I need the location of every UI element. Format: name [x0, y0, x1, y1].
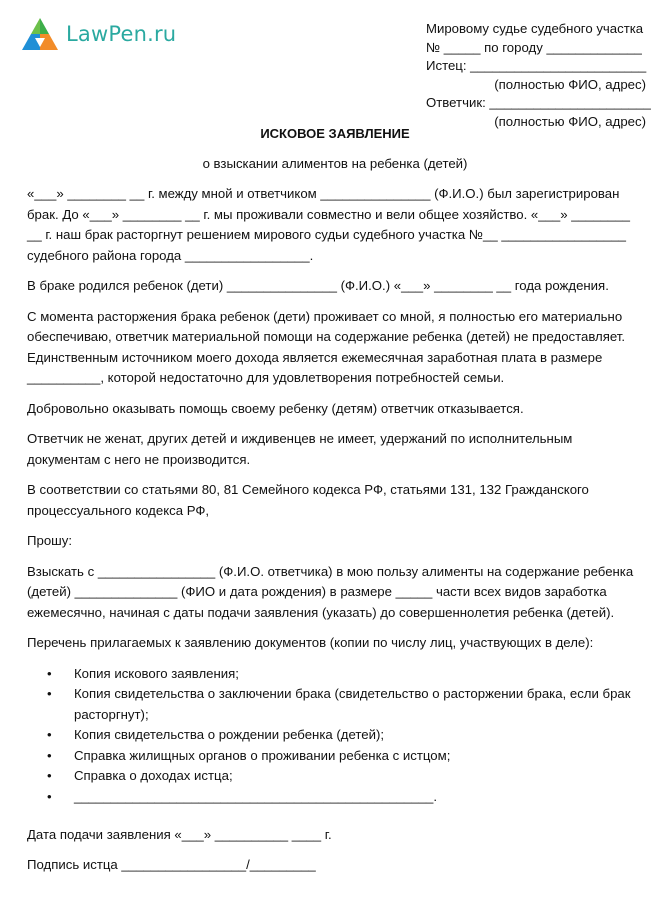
list-item: • _________________________________________________.	[27, 787, 639, 808]
bullet: •	[47, 768, 52, 783]
paragraph-request: Взыскать с ________________ (Ф.И.О. ответчика) в мою пользу алименты на содержание ребенка (детей) ______________ (ФИО и дата рождения) в размере _____ части всех видов заработка ежемесячно, начиная с даты подачи заявления (указать) до совершеннолетия ребенка (детей).	[27, 563, 637, 620]
paragraph-refusal: Добровольно оказывать помощь своему ребенку (детям) ответчик отказывается.	[27, 400, 524, 416]
paragraph-support: С момента расторжения брака ребенок (дети) проживает со мной, я полностью его материально обеспечиваю, ответчик материальной помощи на содержание ребенка (детей) не предоставляет. Единственным источником моего дохода является ежемесячная заработная плата в размере __________, которой недостаточно для удовлетворения потребностей семьи.	[27, 308, 629, 385]
bullet: •	[47, 727, 52, 742]
plaintiff-line: Истец: ________________________	[426, 58, 647, 73]
paragraph-marriage: «___» ________ __ г. между мной и ответчиком _______________ (Ф.И.О.) был зарегистрирован брак. До «___» ________ __ г. мы проживали совместно и вели общее хозяйство. «___» ________ __ г. наш брак расторгнут решением мирового судьи судебного участка №__ _________________ судебного района города _________________.	[27, 186, 634, 263]
defendant-line: Ответчик: ______________________	[426, 95, 651, 110]
filing-date-line: Дата подачи заявления «___» __________ ____ г.	[27, 827, 332, 842]
paragraph-request-label: Прошу:	[27, 533, 72, 548]
court-line: Мировому судье судебного участка	[426, 21, 644, 36]
court-number-line: № _____ по городу _____________	[426, 39, 642, 55]
lawpen-logo	[20, 16, 176, 52]
list-item: • Справка жилищных органов о проживании ребенка с истцом;	[27, 746, 639, 767]
list-item: • Копия искового заявления;	[27, 664, 639, 685]
bullet: •	[47, 788, 52, 804]
bullet: •	[47, 747, 52, 763]
attachments-list	[27, 664, 639, 808]
triangle-logo-icon	[20, 16, 60, 52]
paragraph-legal-basis: В соответствии со статьями 80, 81 Семейного кодекса РФ, статьями 131, 132 Гражданского процессуального кодекса РФ,	[27, 482, 593, 518]
document-body	[27, 184, 639, 807]
bullet: •	[47, 686, 52, 701]
logo-text: LawPen.ru	[66, 22, 177, 46]
list-item: • Копия свидетельства о заключении брака (свидетельство о расторжении брака, если брак расторгнут);	[47, 686, 635, 722]
paragraph-attachments-intro: Перечень прилагаемых к заявлению документов (копии по числу лиц, участвующих в деле):	[27, 635, 594, 650]
list-item: • Копия свидетельства о рождении ребенка (детей);	[27, 725, 639, 746]
document-subtitle: о взыскании алиментов на ребенка (детей)	[202, 156, 468, 171]
paragraph-child: В браке родился ребенок (дети) _______________ (Ф.И.О.) «___» ________ __ года рождения.	[27, 278, 609, 293]
bullet: •	[47, 665, 52, 681]
paragraph-defendant-status: Ответчик не женат, других детей и иждивенцев не имеет, удержаний по исполнительным документам с него не производится.	[27, 431, 577, 467]
plaintiff-hint: (полностью ФИО, адрес)	[494, 76, 646, 92]
addressee-block	[426, 20, 656, 131]
document-title: ИСКОВОЕ ЗАЯВЛЕНИЕ	[260, 126, 410, 141]
defendant-hint: (полностью ФИО, адрес)	[494, 113, 646, 129]
signature-line: Подпись истца _________________/_________	[27, 857, 316, 872]
list-item: • Справка о доходах истца;	[27, 766, 639, 787]
